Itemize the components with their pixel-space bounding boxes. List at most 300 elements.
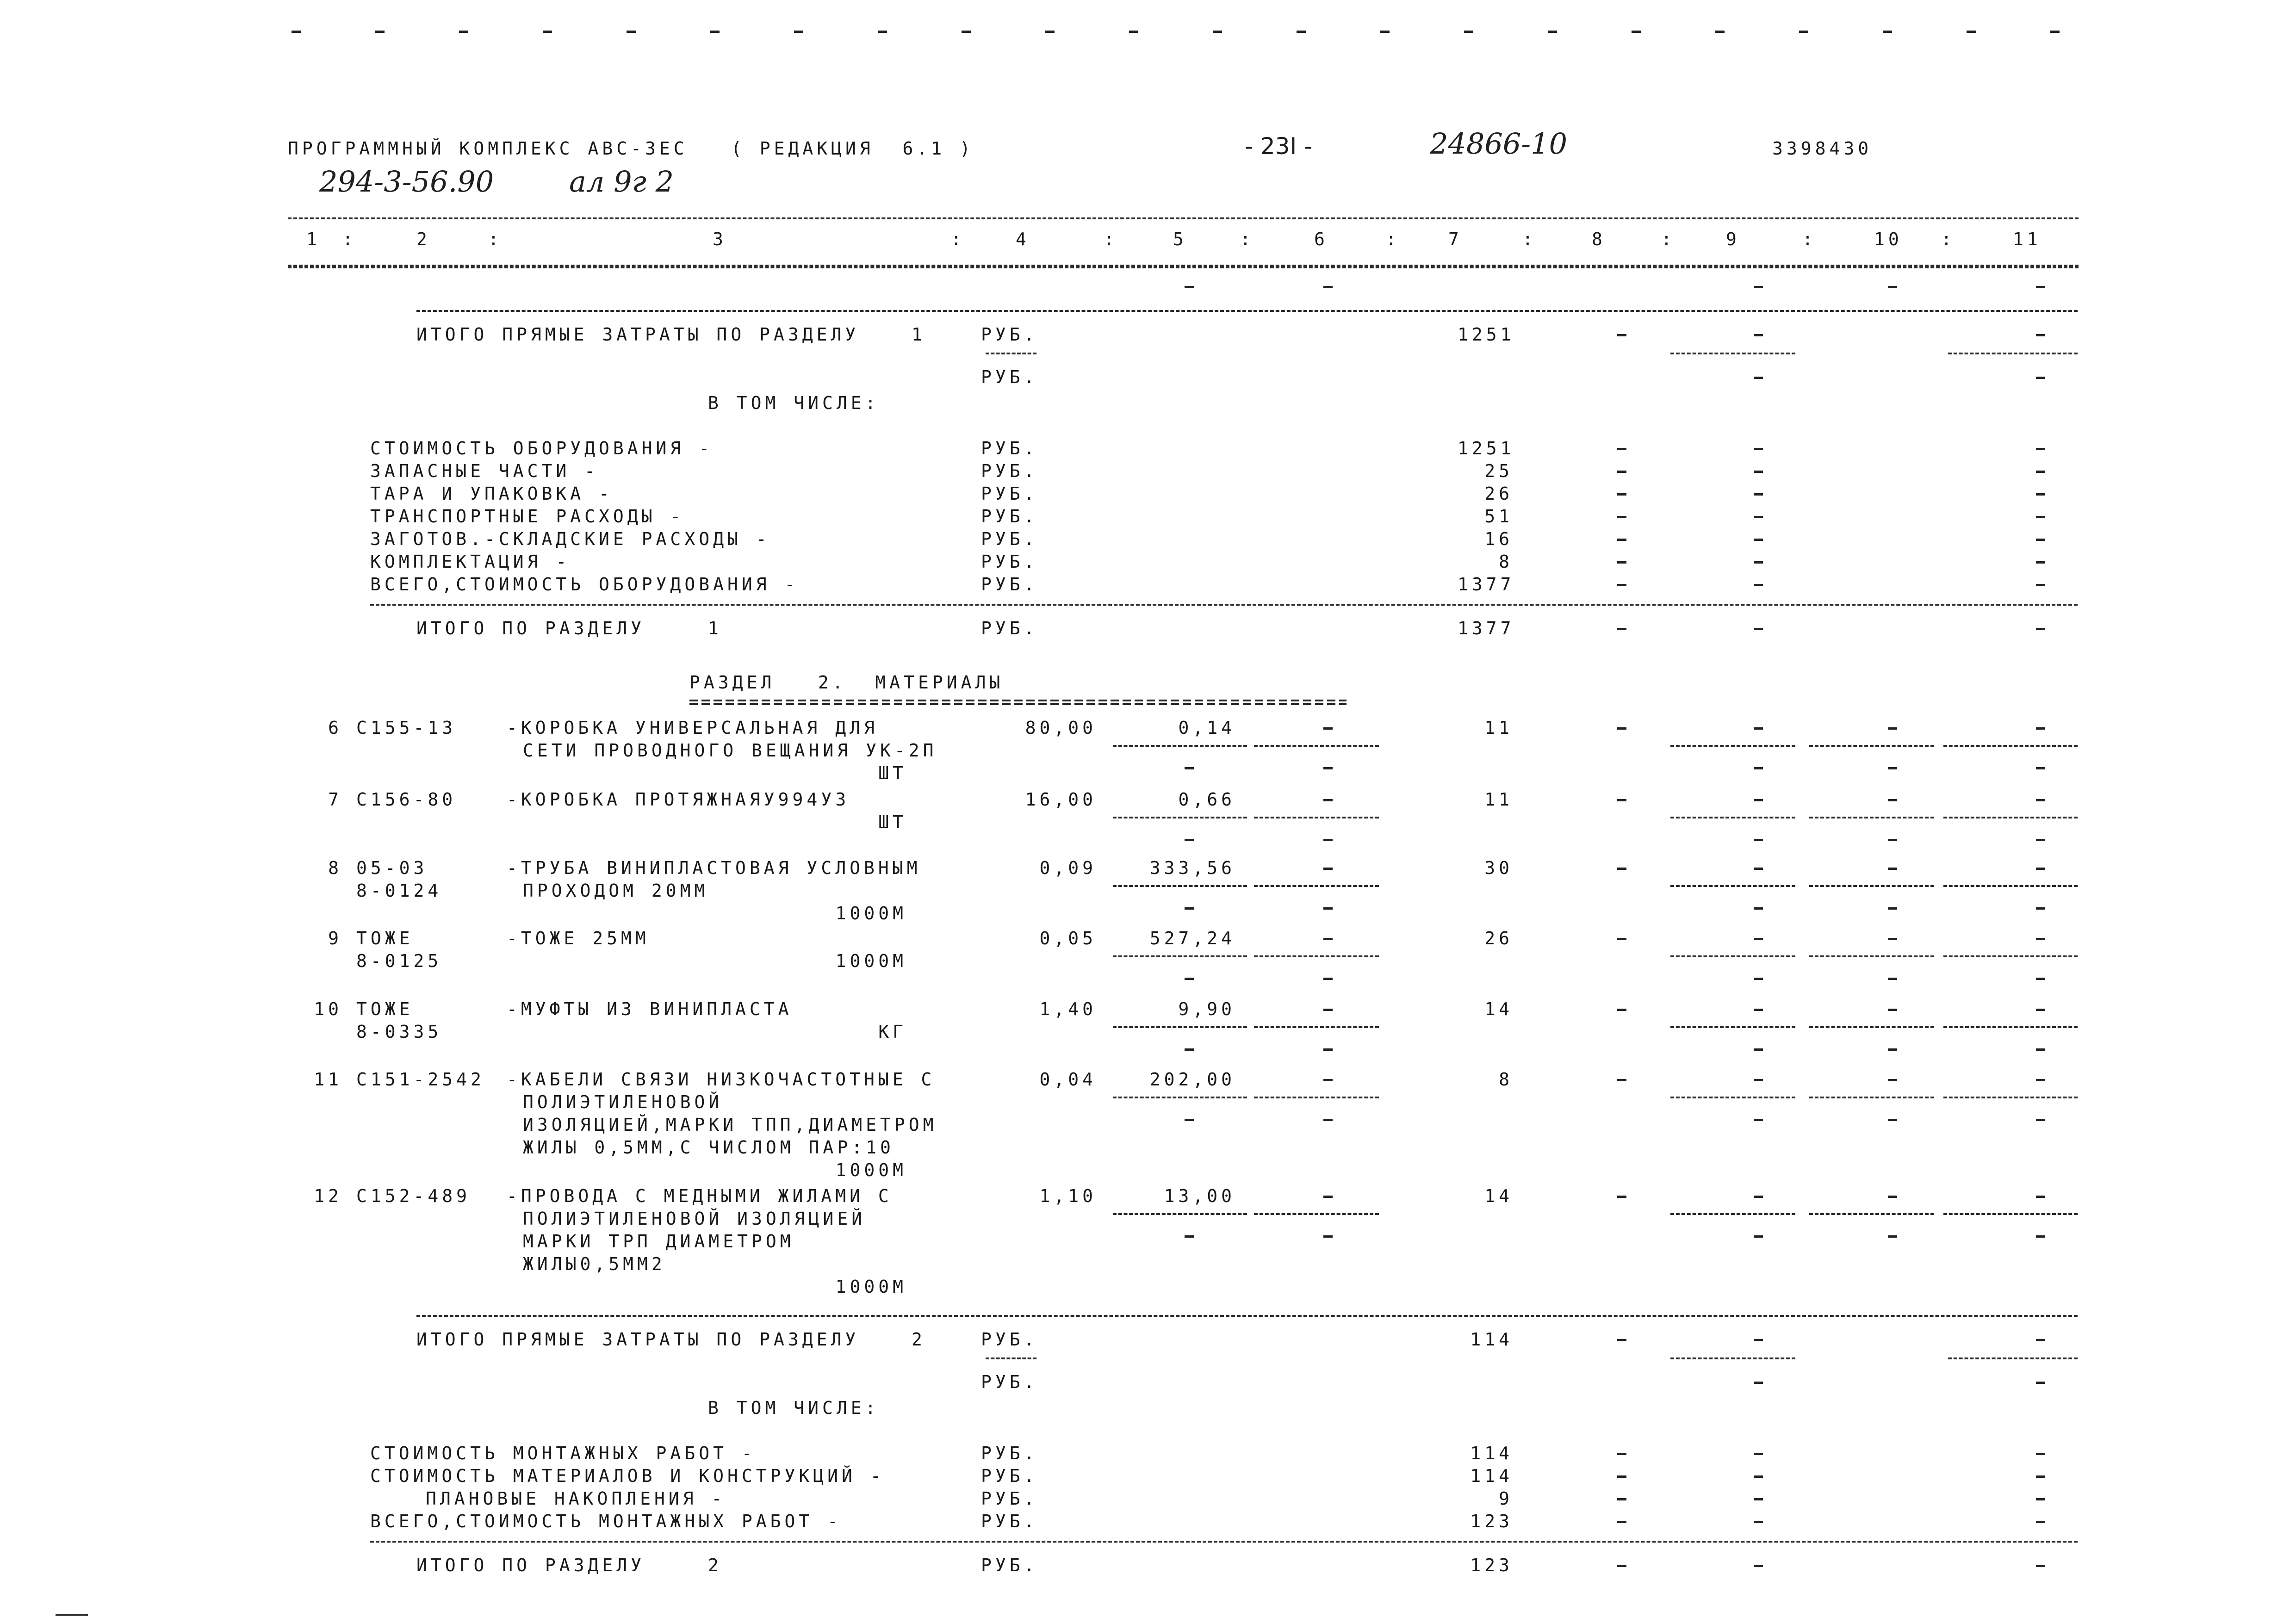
- empty-cell-dash: [1888, 1235, 1897, 1238]
- empty-cell-dash: [1617, 448, 1626, 450]
- section-total-unit: РУБ.: [981, 618, 1038, 638]
- empty-cell-dash: [2036, 839, 2045, 841]
- section-total-label: ИТОГО ПО РАЗДЕЛУ: [416, 1555, 645, 1575]
- empty-cell-dash: [1967, 31, 1976, 33]
- totals-bottom-rule: [370, 1541, 2078, 1543]
- empty-cell-dash: [2036, 1498, 2045, 1500]
- empty-cell-dash: [375, 31, 385, 33]
- item-quantity: 80,00: [1025, 718, 1097, 738]
- breakdown-value: 51: [1484, 506, 1513, 527]
- empty-cell-dash: [1754, 539, 1763, 541]
- column-separator: :: [1802, 229, 1817, 249]
- document-code: 3398430: [1772, 138, 1873, 159]
- breakdown-label: СТОИМОСТЬ МАТЕРИАЛОВ И КОНСТРУКЦИЙ -: [370, 1466, 885, 1486]
- item-name-line: СЕТИ ПРОВОДНОГО ВЕЩАНИЯ УК-2П: [523, 740, 937, 761]
- empty-cell-dash: [2036, 1009, 2045, 1011]
- breakdown-unit: РУБ.: [981, 461, 1038, 481]
- empty-cell-dash: [2036, 1339, 2045, 1341]
- empty-cell-dash: [1754, 561, 1763, 564]
- cell-rule: [1670, 1026, 1795, 1028]
- cell-rule: [1670, 1097, 1795, 1098]
- empty-cell-dash: [1185, 978, 1194, 980]
- breakdown-value: 26: [1484, 483, 1513, 504]
- item-total: 11: [1484, 718, 1513, 738]
- breakdown-label: ВСЕГО,СТОИМОСТЬ ОБОРУДОВАНИЯ -: [370, 574, 799, 595]
- page-number: - 23I -: [1245, 133, 1313, 160]
- item-name-line: -КОРОБКА УНИВЕРСАЛЬНАЯ ДЛЯ: [507, 718, 878, 738]
- direct-costs-unit: РУБ.: [981, 324, 1038, 345]
- section-total-label: ИТОГО ПО РАЗДЕЛУ: [416, 618, 645, 638]
- empty-cell-dash: [1617, 1475, 1626, 1478]
- empty-cell-dash: [1888, 286, 1897, 288]
- empty-cell-dash: [1185, 767, 1194, 769]
- empty-cell-dash: [2036, 907, 2045, 910]
- item-unit: 1000М: [835, 903, 907, 924]
- item-code: С156-80: [356, 789, 457, 810]
- empty-cell-dash: [1754, 448, 1763, 450]
- item-unit: ШТ: [878, 812, 907, 832]
- empty-cell-dash: [1754, 1565, 1763, 1567]
- empty-cell-dash: [1617, 584, 1626, 586]
- empty-cell-dash: [2036, 286, 2045, 288]
- empty-cell-dash: [1888, 799, 1897, 801]
- item-name-line: МАРКИ ТРП ДИАМЕТРОМ: [523, 1231, 794, 1252]
- empty-cell-dash: [1754, 938, 1763, 940]
- cell-rule: [1113, 745, 1247, 747]
- empty-cell-dash: [1323, 799, 1333, 801]
- edition-label: ( РЕДАКЦИЯ 6.1 ): [731, 138, 974, 159]
- empty-cell-dash: [2036, 938, 2045, 940]
- section-total-no: 1: [708, 618, 722, 638]
- empty-cell-dash: [878, 31, 887, 33]
- empty-cell-dash: [1617, 1498, 1626, 1500]
- column-header-5: 5: [1173, 229, 1187, 249]
- empty-cell-dash: [2036, 978, 2045, 980]
- item-number: 11: [314, 1069, 342, 1090]
- empty-cell-dash: [1754, 1196, 1763, 1198]
- cell-rule: [1113, 1026, 1247, 1028]
- empty-cell-dash: [2036, 727, 2045, 730]
- unit-underline: [986, 353, 1036, 354]
- empty-cell-dash: [1323, 1079, 1333, 1081]
- empty-cell-dash: [1617, 938, 1626, 940]
- empty-cell-dash: [710, 31, 720, 33]
- empty-cell-dash: [1754, 1475, 1763, 1478]
- item-name-line: -КОРОБКА ПРОТЯЖНАЯУ994УЗ: [507, 789, 850, 810]
- item-price: 527,24: [1149, 928, 1235, 948]
- empty-cell-dash: [1754, 377, 1763, 379]
- item-code: С151-2542: [356, 1069, 485, 1090]
- empty-cell-dash: [2036, 799, 2045, 801]
- empty-cell-dash: [1888, 1119, 1897, 1121]
- item-price: 13,00: [1164, 1186, 1235, 1206]
- cell-rule: [1113, 955, 1247, 957]
- empty-cell-dash: [1323, 1196, 1333, 1198]
- cell-rule: [1809, 955, 1934, 957]
- empty-cell-dash: [1129, 31, 1138, 33]
- cell-rule: [1670, 745, 1795, 747]
- empty-cell-dash: [1323, 938, 1333, 940]
- column-header-11: 11: [2013, 229, 2042, 249]
- column-header-8: 8: [1592, 229, 1606, 249]
- empty-cell-dash: [2036, 584, 2045, 586]
- empty-cell-dash: [1888, 839, 1897, 841]
- empty-cell-dash: [1632, 31, 1641, 33]
- column-separator: :: [1941, 229, 1955, 249]
- empty-cell-dash: [1617, 561, 1626, 564]
- empty-cell-dash: [1617, 1521, 1626, 1523]
- empty-cell-dash: [2036, 377, 2045, 379]
- column-separator: :: [1240, 229, 1254, 249]
- empty-cell-dash: [2036, 1196, 2045, 1198]
- breakdown-unit: РУБ.: [981, 1511, 1038, 1531]
- empty-cell-dash: [459, 31, 468, 33]
- item-code-2: 8-0125: [356, 951, 442, 971]
- cell-rule: [1809, 817, 1934, 818]
- breakdown-value: 114: [1470, 1466, 1513, 1486]
- item-price: 9,90: [1178, 999, 1235, 1019]
- empty-cell-dash: [2036, 1521, 2045, 1523]
- empty-cell-dash: [1888, 868, 1897, 870]
- section-total-value: 123: [1470, 1555, 1513, 1575]
- empty-cell-dash: [1754, 978, 1763, 980]
- cell-rule: [1943, 955, 2078, 957]
- column-separator: :: [1661, 229, 1675, 249]
- section-total-value: 1377: [1458, 618, 1515, 638]
- direct-costs-unit-2: РУБ.: [981, 1372, 1038, 1392]
- item-unit: 1000М: [835, 951, 907, 971]
- empty-cell-dash: [1617, 1453, 1626, 1455]
- item-total: 26: [1484, 928, 1513, 948]
- cell-rule: [1943, 1026, 2078, 1028]
- column-header-4: 4: [1016, 229, 1030, 249]
- empty-cell-dash: [1888, 1079, 1897, 1081]
- empty-cell-dash: [1888, 1048, 1897, 1051]
- empty-cell-dash: [2036, 516, 2045, 518]
- breakdown-unit: РУБ.: [981, 529, 1038, 549]
- empty-cell-dash: [292, 31, 301, 33]
- empty-cell-dash: [1888, 907, 1897, 910]
- empty-cell-dash: [1185, 1048, 1194, 1051]
- cell-rule: [1254, 1097, 1379, 1098]
- empty-cell-dash: [2036, 1235, 2045, 1238]
- cell-rule: [1670, 885, 1795, 887]
- cell-rule: [1943, 1097, 2078, 1098]
- item-name-line: ЖИЛЫ 0,5ММ,С ЧИСЛОМ ПАР:10: [523, 1137, 894, 1158]
- header-bottom-rule: [288, 265, 2079, 267]
- item-unit: 1000М: [835, 1277, 907, 1297]
- item-name-line: ПОЛИЭТИЛЕНОВОЙ ИЗОЛЯЦИЕЙ: [523, 1209, 866, 1229]
- direct-costs-value: 1251: [1458, 324, 1515, 345]
- empty-cell-dash: [1045, 31, 1055, 33]
- totals-top-rule: [416, 1315, 2078, 1317]
- empty-cell-dash: [1617, 334, 1626, 336]
- column-header-6: 6: [1314, 229, 1328, 249]
- empty-cell-dash: [1754, 727, 1763, 730]
- breakdown-value: 25: [1484, 461, 1513, 481]
- empty-cell-dash: [1754, 628, 1763, 630]
- item-code: ТОЖЕ: [356, 999, 414, 1019]
- breakdown-unit: РУБ.: [981, 1488, 1038, 1509]
- empty-cell-dash: [1715, 31, 1725, 33]
- empty-cell-dash: [1754, 493, 1763, 496]
- empty-cell-dash: [1754, 907, 1763, 910]
- empty-cell-dash: [1617, 628, 1626, 630]
- handwritten-reference: 294-3-56.90: [319, 165, 494, 198]
- column-separator: :: [342, 229, 357, 249]
- item-name-line: -КАБЕЛИ СВЯЗИ НИЗКОЧАСТОТНЫЕ С: [507, 1069, 936, 1090]
- cell-rule: [1254, 745, 1379, 747]
- empty-cell-dash: [1548, 31, 1557, 33]
- including-label: В ТОМ ЧИСЛЕ:: [708, 1398, 880, 1418]
- item-code-2: 8-0335: [356, 1022, 442, 1042]
- empty-cell-dash: [1185, 907, 1194, 910]
- empty-cell-dash: [1754, 286, 1763, 288]
- program-name: ПРОГРАММНЫЙ КОМПЛЕКС АВС-ЗЕС: [288, 138, 688, 159]
- handwritten-note: ал 9г 2: [569, 165, 674, 198]
- empty-cell-dash: [1754, 1009, 1763, 1011]
- empty-cell-dash: [1464, 31, 1473, 33]
- empty-cell-dash: [2036, 334, 2045, 336]
- breakdown-value: 114: [1470, 1443, 1513, 1463]
- column-header-1: 1: [306, 229, 321, 249]
- empty-cell-dash: [1185, 839, 1194, 841]
- cell-rule: [1254, 817, 1379, 818]
- breakdown-value: 1377: [1458, 574, 1515, 595]
- empty-cell-dash: [1323, 727, 1333, 730]
- section2-title-underline: [689, 700, 1347, 705]
- breakdown-label: СТОИМОСТЬ ОБОРУДОВАНИЯ -: [370, 438, 714, 459]
- item-number: 10: [314, 999, 342, 1019]
- item-price: 202,00: [1149, 1069, 1235, 1090]
- empty-cell-dash: [1323, 1009, 1333, 1011]
- cell-rule: [1670, 955, 1795, 957]
- empty-cell-dash: [1617, 539, 1626, 541]
- empty-cell-dash: [1799, 31, 1808, 33]
- item-number: 7: [328, 789, 342, 810]
- table-header-border: [288, 267, 2079, 268]
- empty-cell-dash: [1754, 584, 1763, 586]
- empty-cell-dash: [1754, 1521, 1763, 1523]
- empty-cell-dash: [1617, 727, 1626, 730]
- empty-cell-dash: [1888, 727, 1897, 730]
- breakdown-unit: РУБ.: [981, 506, 1038, 527]
- item-unit: КГ: [878, 1022, 907, 1042]
- empty-cell-dash: [2036, 1382, 2045, 1384]
- item-number: 9: [328, 928, 342, 948]
- empty-cell-dash: [1754, 471, 1763, 473]
- item-name-line: -ПРОВОДА С МЕДНЫМИ ЖИЛАМИ С: [507, 1186, 893, 1206]
- cell-rule: [1809, 1026, 1934, 1028]
- cell-rule: [1809, 885, 1934, 887]
- item-number: 6: [328, 718, 342, 738]
- document-number: 24866-10: [1430, 127, 1568, 161]
- subtotal-rule: [1948, 353, 2078, 354]
- direct-costs-section-no: 1: [912, 324, 926, 345]
- item-price: 0,14: [1178, 718, 1235, 738]
- item-total: 11: [1484, 789, 1513, 810]
- empty-cell-dash: [962, 31, 971, 33]
- empty-cell-dash: [1617, 516, 1626, 518]
- cell-rule: [1113, 817, 1247, 818]
- column-header-3: 3: [713, 229, 727, 249]
- totals-bottom-rule: [370, 604, 2078, 606]
- direct-costs-unit-2: РУБ.: [981, 367, 1038, 387]
- cell-rule: [1943, 745, 2078, 747]
- direct-costs-unit: РУБ.: [981, 1329, 1038, 1350]
- empty-cell-dash: [1380, 31, 1390, 33]
- empty-cell-dash: [2036, 1475, 2045, 1478]
- empty-cell-dash: [1617, 1339, 1626, 1341]
- cell-rule: [1943, 885, 2078, 887]
- direct-costs-value: 114: [1470, 1329, 1513, 1350]
- breakdown-value: 123: [1470, 1511, 1513, 1531]
- empty-cell-dash: [1754, 1498, 1763, 1500]
- cell-rule: [1670, 817, 1795, 818]
- column-separator: :: [1104, 229, 1118, 249]
- empty-cell-dash: [1888, 938, 1897, 940]
- item-name-line: ИЗОЛЯЦИЕЙ,МАРКИ ТПП,ДИАМЕТРОМ: [523, 1115, 937, 1135]
- empty-cell-dash: [2036, 539, 2045, 541]
- empty-cell-dash: [1617, 493, 1626, 496]
- breakdown-unit: РУБ.: [981, 438, 1038, 459]
- empty-cell-dash: [1323, 839, 1333, 841]
- item-unit: ШТ: [878, 763, 907, 783]
- empty-cell-dash: [1323, 907, 1333, 910]
- empty-cell-dash: [2036, 868, 2045, 870]
- empty-cell-dash: [1888, 978, 1897, 980]
- empty-cell-dash: [2036, 448, 2045, 450]
- item-name-line: -ТОЖЕ 25ММ: [507, 928, 650, 948]
- breakdown-value: 9: [1499, 1488, 1513, 1509]
- item-total: 14: [1484, 1186, 1513, 1206]
- empty-cell-dash: [1323, 286, 1333, 288]
- including-label: В ТОМ ЧИСЛЕ:: [708, 393, 880, 413]
- breakdown-unit: РУБ.: [981, 574, 1038, 595]
- breakdown-label: ТРАНСПОРТНЫЕ РАСХОДЫ -: [370, 506, 685, 527]
- breakdown-label: КОМПЛЕКТАЦИЯ -: [370, 552, 571, 572]
- breakdown-label: ВСЕГО,СТОИМОСТЬ МОНТАЖНЫХ РАБОТ -: [370, 1511, 842, 1531]
- item-name-line: ПОЛИЭТИЛЕНОВОЙ: [523, 1092, 723, 1112]
- item-total: 14: [1484, 999, 1513, 1019]
- item-code: 05-03: [356, 858, 428, 878]
- subtotal-rule: [1670, 1357, 1795, 1359]
- empty-cell-dash: [2036, 1119, 2045, 1121]
- item-quantity: 1,40: [1039, 999, 1097, 1019]
- item-quantity: 16,00: [1025, 789, 1097, 810]
- empty-cell-dash: [1323, 1235, 1333, 1238]
- cell-rule: [1809, 1097, 1934, 1098]
- empty-cell-dash: [1185, 286, 1194, 288]
- cell-rule: [1943, 817, 2078, 818]
- empty-cell-dash: [1754, 1339, 1763, 1341]
- item-code: С152-489: [356, 1186, 471, 1206]
- empty-cell-dash: [2036, 1079, 2045, 1081]
- cell-rule: [1113, 1097, 1247, 1098]
- cell-rule: [1943, 1213, 2078, 1215]
- cell-rule: [1113, 1213, 1247, 1215]
- direct-costs-section-no: 2: [912, 1329, 926, 1350]
- breakdown-label: ЗАПАСНЫЕ ЧАСТИ -: [370, 461, 599, 481]
- empty-cell-dash: [1754, 868, 1763, 870]
- empty-cell-dash: [1888, 767, 1897, 769]
- subtotal-rule: [1670, 353, 1795, 354]
- empty-cell-dash: [1213, 31, 1222, 33]
- column-header-10: 10: [1874, 229, 1903, 249]
- breakdown-unit: РУБ.: [981, 1443, 1038, 1463]
- cell-rule: [1254, 955, 1379, 957]
- column-header-9: 9: [1726, 229, 1740, 249]
- empty-cell-dash: [1617, 868, 1626, 870]
- direct-costs-label: ИТОГО ПРЯМЫЕ ЗАТРАТЫ ПО РАЗДЕЛУ: [416, 1329, 860, 1350]
- empty-cell-dash: [2036, 1048, 2045, 1051]
- item-price: 333,56: [1149, 858, 1235, 878]
- empty-cell-dash: [1617, 1565, 1626, 1567]
- cell-rule: [1809, 1213, 1934, 1215]
- column-header-2: 2: [416, 229, 431, 249]
- empty-cell-dash: [2036, 1453, 2045, 1455]
- item-quantity: 1,10: [1039, 1186, 1097, 1206]
- breakdown-unit: РУБ.: [981, 483, 1038, 504]
- empty-cell-dash: [1297, 31, 1306, 33]
- item-number: 8: [328, 858, 342, 878]
- breakdown-unit: РУБ.: [981, 1466, 1038, 1486]
- empty-cell-dash: [1754, 516, 1763, 518]
- item-name-line: ЖИЛЫ0,5ММ2: [523, 1254, 666, 1274]
- item-code: ТОЖЕ: [356, 928, 414, 948]
- empty-cell-dash: [1323, 1048, 1333, 1051]
- breakdown-value: 1251: [1458, 438, 1515, 459]
- table-top-border: [288, 217, 2079, 219]
- item-name-line: ПРОХОДОМ 20ММ: [523, 880, 709, 901]
- empty-cell-dash: [1617, 1009, 1626, 1011]
- item-total: 8: [1499, 1069, 1513, 1090]
- empty-cell-dash: [2036, 628, 2045, 630]
- empty-cell-dash: [2050, 31, 2060, 33]
- item-quantity: 0,04: [1039, 1069, 1097, 1090]
- breakdown-label: ТАРА И УПАКОВКА -: [370, 483, 613, 504]
- item-code: С155-13: [356, 718, 457, 738]
- empty-cell-dash: [1754, 1382, 1763, 1384]
- item-name-line: -МУФТЫ ИЗ ВИНИПЛАСТА: [507, 999, 793, 1019]
- empty-cell-dash: [1323, 978, 1333, 980]
- breakdown-label: СТОИМОСТЬ МОНТАЖНЫХ РАБОТ -: [370, 1443, 756, 1463]
- empty-cell-dash: [1754, 839, 1763, 841]
- empty-cell-dash: [627, 31, 636, 33]
- empty-cell-dash: [2036, 767, 2045, 769]
- empty-cell-dash: [1754, 1235, 1763, 1238]
- empty-cell-dash: [1754, 334, 1763, 336]
- empty-cell-dash: [1617, 1196, 1626, 1198]
- empty-cell-dash: [1754, 1048, 1763, 1051]
- breakdown-unit: РУБ.: [981, 552, 1038, 572]
- cell-rule: [1670, 1213, 1795, 1215]
- empty-cell-dash: [1883, 31, 1892, 33]
- unit-underline: [986, 1357, 1036, 1359]
- empty-cell-dash: [1617, 799, 1626, 801]
- item-quantity: 0,05: [1039, 928, 1097, 948]
- empty-cell-dash: [1185, 1119, 1194, 1121]
- empty-cell-dash: [1323, 767, 1333, 769]
- empty-cell-dash: [1888, 1009, 1897, 1011]
- breakdown-value: 8: [1499, 552, 1513, 572]
- direct-costs-label: ИТОГО ПРЯМЫЕ ЗАТРАТЫ ПО РАЗДЕЛУ: [416, 324, 860, 345]
- section-total-unit: РУБ.: [981, 1555, 1038, 1575]
- empty-cell-dash: [794, 31, 803, 33]
- column-separator: :: [1522, 229, 1537, 249]
- empty-cell-dash: [1754, 1119, 1763, 1121]
- empty-cell-dash: [1323, 1119, 1333, 1121]
